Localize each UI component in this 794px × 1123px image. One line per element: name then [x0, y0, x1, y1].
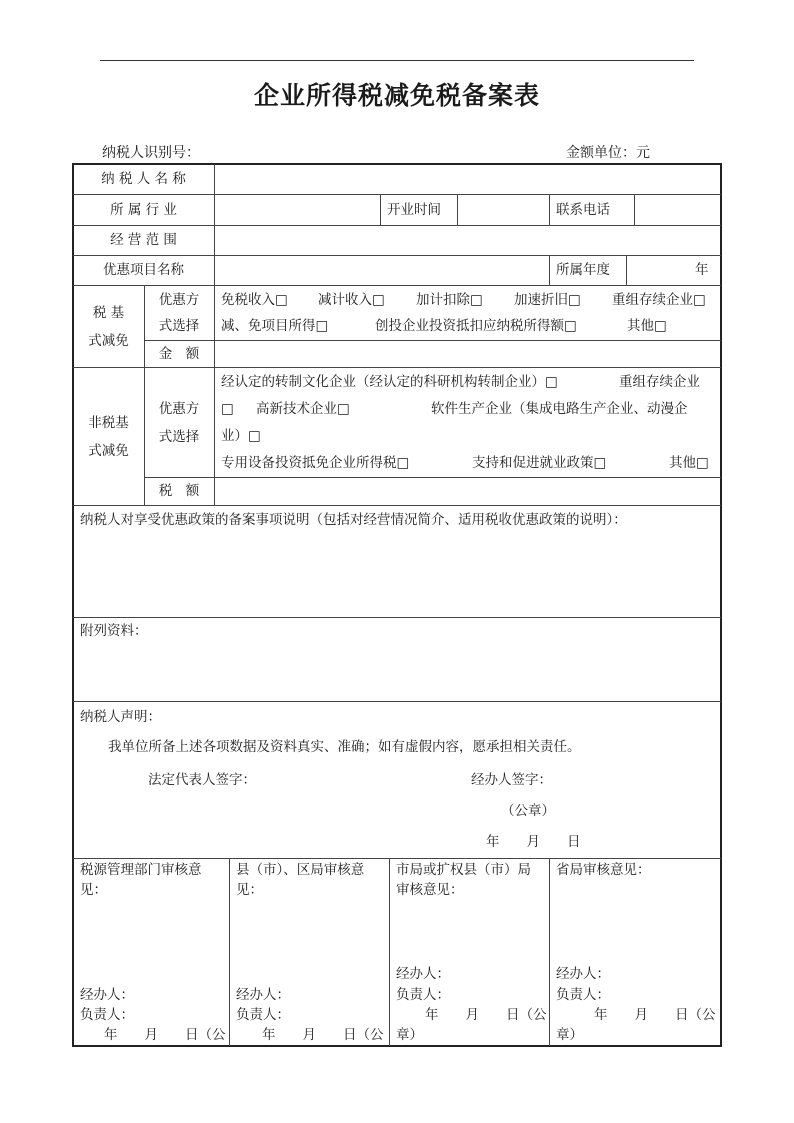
- review-tax-source-date: 年 月 日（公: [104, 1027, 226, 1043]
- row-divider: [144, 477, 721, 478]
- year-label: 所属年度: [556, 262, 610, 278]
- explanation-label: 纳税人对享受优惠政策的备案事项说明（包括对经营情况简介、适用税收优惠政策的说明）：: [80, 512, 627, 528]
- non-tax-base-method-l2: 式选择: [158, 429, 200, 445]
- review-city-title-l2: 审核意见：: [396, 882, 464, 898]
- review-county-leader: 负责人：: [236, 1007, 290, 1023]
- column-divider: [457, 194, 458, 225]
- review-province-date-l2: 章）: [556, 1027, 583, 1043]
- option-equipment-investment[interactable]: 专用设备投资抵免企业所得税□: [221, 455, 410, 471]
- column-divider: [549, 858, 550, 1046]
- amount-label: 金 额: [158, 346, 200, 362]
- column-divider: [549, 255, 550, 285]
- column-divider: [389, 858, 390, 1046]
- non-tax-base-category-l2: 式减免: [88, 443, 129, 459]
- amount-unit-label: 金额单位：元: [566, 145, 650, 161]
- column-divider: [634, 194, 635, 225]
- handler-signature[interactable]: 经办人签字：: [471, 772, 552, 788]
- row-divider: [144, 340, 721, 341]
- non-tax-base-category-l1: 非税基: [88, 415, 129, 431]
- option-restructured-enterprise[interactable]: 重组存续企业□: [612, 292, 706, 308]
- option-reduced-income[interactable]: 减计收入□: [318, 292, 385, 308]
- year-unit: 年: [695, 262, 709, 278]
- column-divider: [229, 858, 230, 1046]
- attachments-label: 附列资料：: [80, 623, 148, 639]
- option-venture-investment[interactable]: 创投企业投资抵扣应纳税所得额□: [375, 318, 577, 334]
- review-city-leader: 负责人：: [396, 987, 450, 1003]
- row-divider: [73, 225, 721, 226]
- column-divider: [549, 194, 550, 225]
- tax-base-category-l1: 税 基: [92, 305, 125, 321]
- option-restructured-enterprise-2[interactable]: 重组存续企业: [619, 374, 700, 390]
- tax-base-method-l2: 式选择: [158, 318, 200, 334]
- tax-amount-label: 税 额: [158, 483, 200, 499]
- option-high-tech[interactable]: 高新技术企业□: [256, 401, 350, 417]
- form-title: 企业所得税减免税备案表: [253, 81, 540, 110]
- official-seal: （公章）: [501, 803, 555, 819]
- option-other-2[interactable]: 其他□: [669, 455, 709, 471]
- review-province-leader: 负责人：: [556, 987, 610, 1003]
- row-divider: [73, 701, 721, 702]
- top-rule: [100, 60, 694, 61]
- review-county-title-l1: 县（市）、区局审核意: [236, 862, 365, 878]
- review-city-title-l1: 市局或扩权县（市）局: [396, 862, 531, 878]
- review-province-title-l1: 省局审核意见：: [556, 862, 651, 878]
- review-county-date: 年 月 日（公: [262, 1027, 384, 1043]
- row-divider: [73, 255, 721, 256]
- column-divider: [214, 164, 215, 505]
- review-tax-source-title-l2: 见：: [80, 882, 107, 898]
- option-tax-free-income[interactable]: 免税收入□: [221, 292, 288, 308]
- review-tax-source-title-l1: 税源管理部门审核意: [80, 862, 202, 878]
- declaration-heading: 纳税人声明：: [80, 709, 161, 725]
- project-name-label: 优惠项目名称: [103, 262, 184, 278]
- phone-label: 联系电话: [556, 202, 610, 218]
- row-divider: [73, 367, 721, 368]
- declaration-date: 年 月 日: [486, 834, 581, 850]
- column-divider: [380, 194, 381, 225]
- option-employment-policy[interactable]: 支持和促进就业政策□: [472, 455, 607, 471]
- row-divider: [73, 858, 721, 859]
- non-tax-base-method-l1: 优惠方: [158, 401, 200, 417]
- option-restructured-checkbox[interactable]: □: [221, 401, 234, 417]
- tax-base-category-l2: 式减免: [88, 333, 129, 349]
- review-tax-source-handler: 经办人：: [80, 987, 134, 1003]
- review-city-date: 年 月 日（公: [425, 1007, 547, 1023]
- option-cultural-enterprise[interactable]: 经认定的转制文化企业（经认定的科研机构转制企业）□: [221, 374, 558, 390]
- review-city-handler: 经办人：: [396, 966, 450, 982]
- review-province-date: 年 月 日（公: [594, 1007, 716, 1023]
- row-divider: [73, 285, 721, 286]
- option-software-enterprise-cont[interactable]: 业）□: [221, 428, 261, 444]
- review-city-date-l2: 章）: [396, 1027, 423, 1043]
- option-other[interactable]: 其他□: [627, 318, 667, 334]
- business-scope-label: 经 营 范 围: [110, 232, 177, 248]
- review-province-handler: 经办人：: [556, 966, 610, 982]
- option-software-enterprise[interactable]: 软件生产企业（集成电路生产企业、动漫企: [431, 401, 688, 417]
- row-divider: [73, 194, 721, 195]
- open-time-label: 开业时间: [387, 202, 441, 218]
- option-project-income[interactable]: 减、免项目所得□: [221, 318, 329, 334]
- column-divider: [626, 255, 627, 285]
- review-tax-source-leader: 负责人：: [80, 1007, 134, 1023]
- industry-label: 所 属 行 业: [110, 202, 177, 218]
- taxpayer-id-label: 纳税人识别号：: [102, 145, 200, 161]
- legal-rep-signature[interactable]: 法定代表人签字：: [148, 772, 256, 788]
- tax-base-method-l1: 优惠方: [158, 292, 200, 308]
- option-accelerated-depreciation[interactable]: 加速折旧□: [514, 292, 581, 308]
- declaration-text: 我单位所备上述各项数据及资料真实、准确；如有虚假内容，愿承担相关责任。: [108, 739, 581, 755]
- review-county-title-l2: 见：: [236, 882, 263, 898]
- row-divider: [73, 617, 721, 618]
- option-extra-deduction[interactable]: 加计扣除□: [416, 292, 483, 308]
- review-county-handler: 经办人：: [236, 987, 290, 1003]
- row-divider: [73, 505, 721, 506]
- taxpayer-name-label: 纳 税 人 名 称: [101, 171, 186, 187]
